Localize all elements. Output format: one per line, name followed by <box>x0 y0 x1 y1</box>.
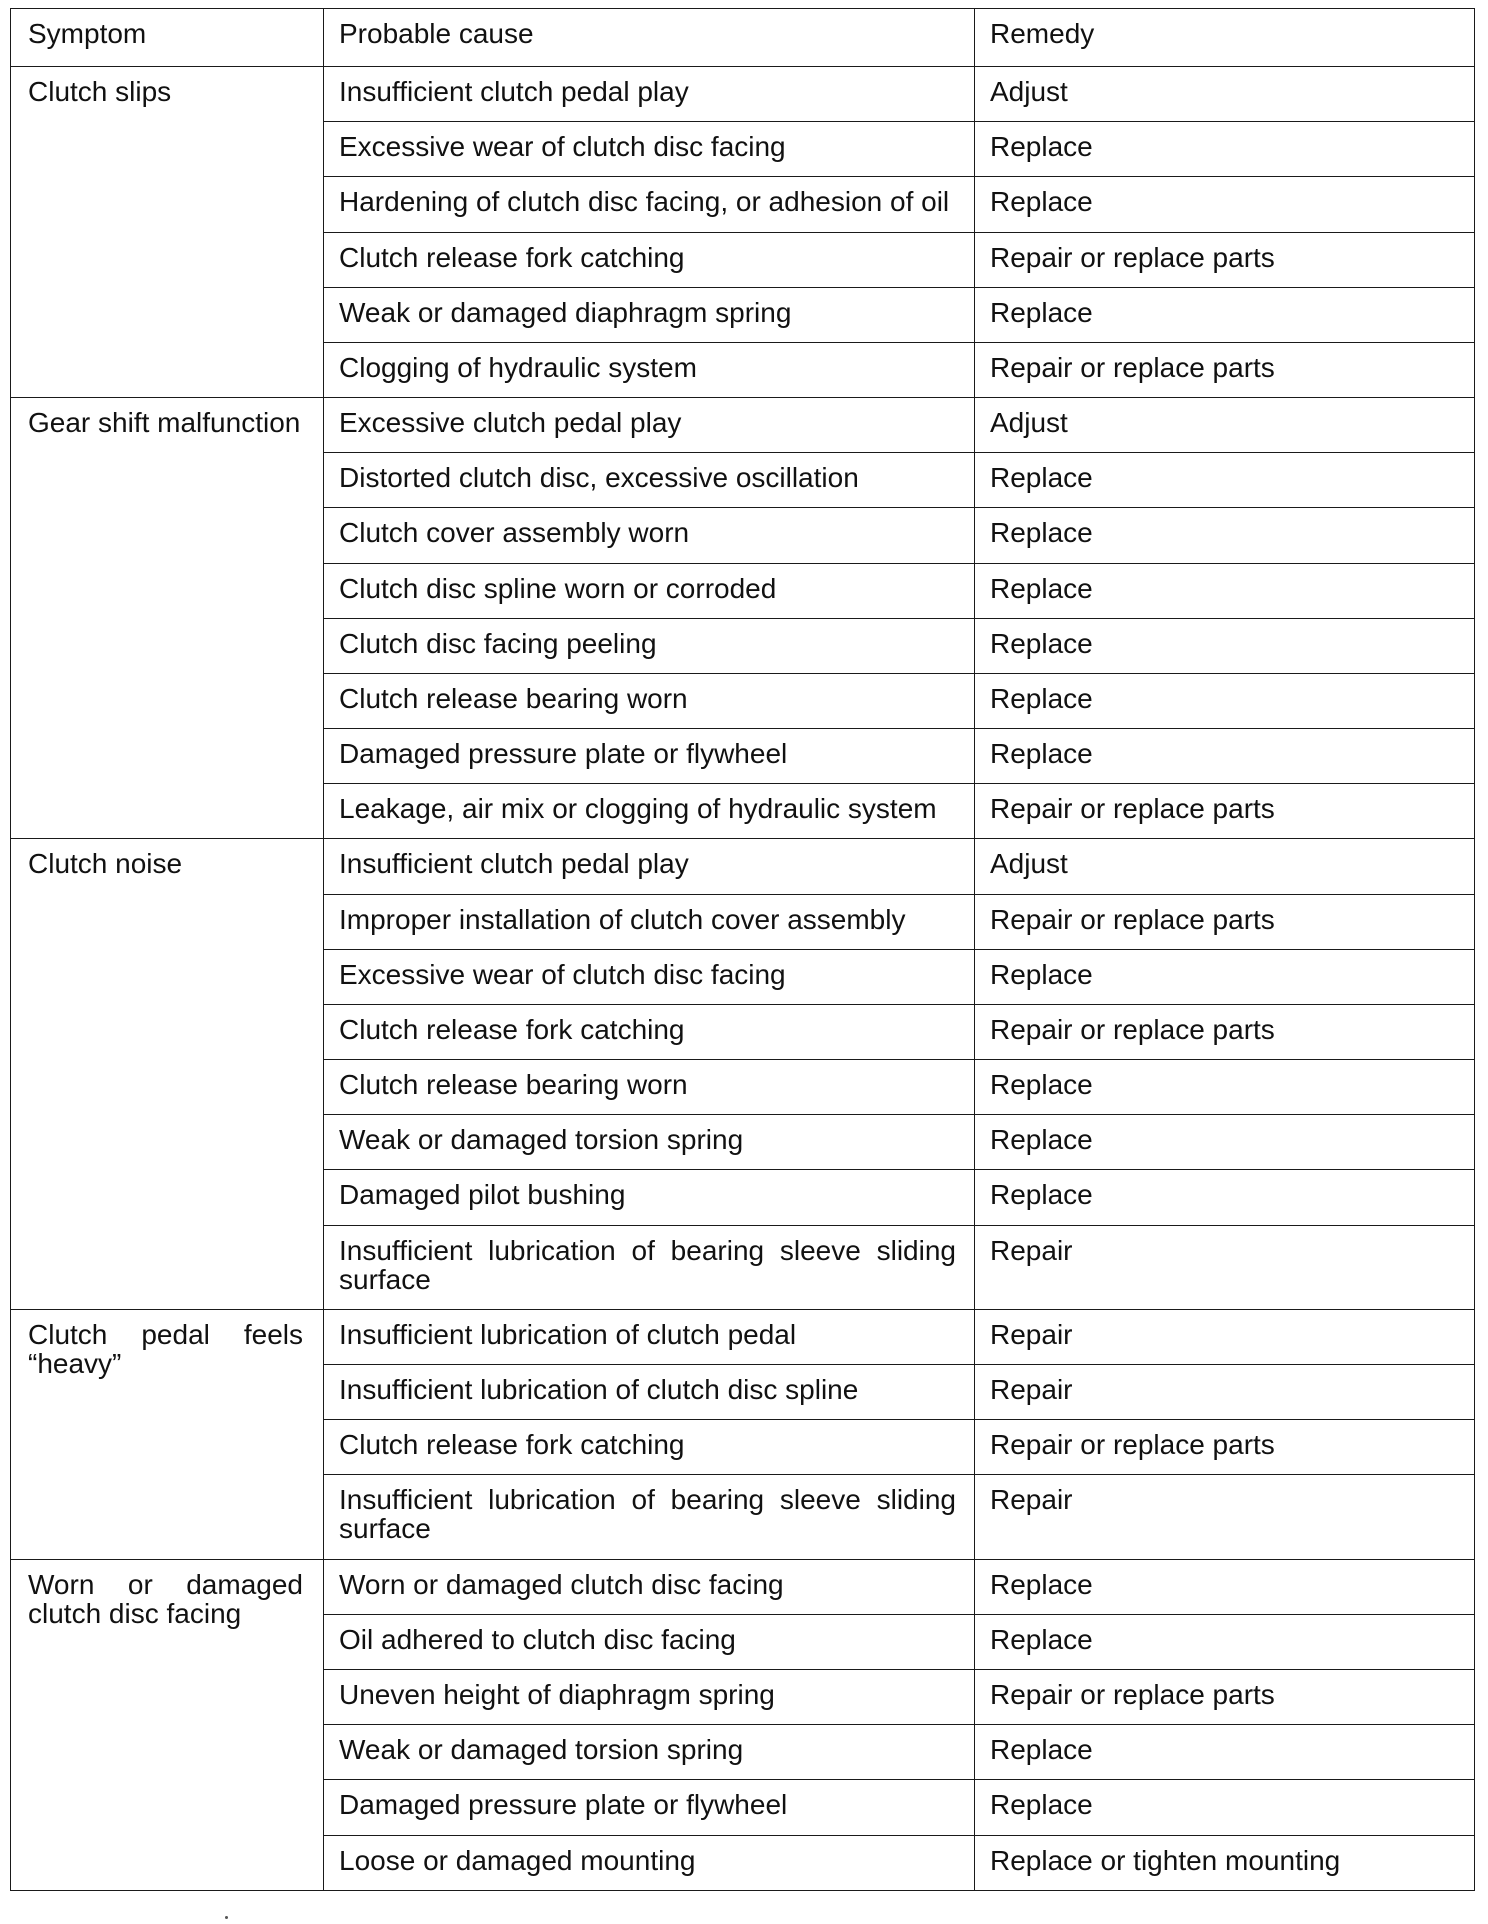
table-body <box>11 67 1475 1891</box>
probable-cause-cell: Insufficient lubrication of clutch pedal <box>324 1309 975 1364</box>
scan-speck <box>225 1916 228 1919</box>
probable-cause-cell: Worn or damaged clutch disc facing <box>324 1559 975 1614</box>
probable-cause-cell: Excessive wear of clutch disc facing <box>324 949 975 1004</box>
probable-cause-cell: Clutch disc facing peeling <box>324 618 975 673</box>
remedy-cell: Replace <box>975 618 1475 673</box>
remedy-cell: Replace <box>975 177 1475 232</box>
remedy-cell: Replace <box>975 1780 1475 1835</box>
remedy-cell: Repair <box>975 1475 1475 1559</box>
symptom-cell: Clutch slips <box>11 67 324 398</box>
remedy-cell: Replace <box>975 673 1475 728</box>
remedy-cell: Replace <box>975 1559 1475 1614</box>
probable-cause-cell: Oil adhered to clutch disc facing <box>324 1614 975 1669</box>
remedy-cell: Replace <box>975 729 1475 784</box>
remedy-cell: Replace <box>975 287 1475 342</box>
probable-cause-cell: Leakage, air mix or clogging of hydraulic system <box>324 784 975 839</box>
probable-cause-cell: Weak or damaged torsion spring <box>324 1725 975 1780</box>
remedy-cell: Adjust <box>975 67 1475 122</box>
remedy-cell: Replace <box>975 949 1475 1004</box>
remedy-cell: Repair or replace parts <box>975 894 1475 949</box>
probable-cause-cell: Clutch release bearing worn <box>324 673 975 728</box>
table-row <box>11 839 1475 894</box>
remedy-cell: Repair or replace parts <box>975 232 1475 287</box>
probable-cause-cell: Insufficient lubrication of clutch disc spline <box>324 1365 975 1420</box>
probable-cause-cell: Hardening of clutch disc facing, or adhesion of oil <box>324 177 975 232</box>
probable-cause-cell: Clutch release fork catching <box>324 1004 975 1059</box>
probable-cause-cell: Clutch release fork catching <box>324 232 975 287</box>
table-row <box>11 1559 1475 1614</box>
probable-cause-cell: Clutch release fork catching <box>324 1420 975 1475</box>
remedy-cell: Repair or replace parts <box>975 784 1475 839</box>
probable-cause-cell: Clutch disc spline worn or corroded <box>324 563 975 618</box>
probable-cause-cell: Damaged pressure plate or flywheel <box>324 729 975 784</box>
probable-cause-cell: Weak or damaged torsion spring <box>324 1115 975 1170</box>
remedy-cell: Replace or tighten mounting <box>975 1835 1475 1890</box>
probable-cause-cell: Clogging of hydraulic system <box>324 342 975 397</box>
table-row <box>11 398 1475 453</box>
symptom-cell: Gear shift malfunction <box>11 398 324 839</box>
remedy-cell: Replace <box>975 122 1475 177</box>
probable-cause-cell: Excessive clutch pedal play <box>324 398 975 453</box>
symptom-cell: Clutch pedal feels “heavy” <box>11 1309 324 1559</box>
header-remedy: Remedy <box>975 9 1475 67</box>
probable-cause-cell: Insufficient clutch pedal play <box>324 839 975 894</box>
troubleshooting-table <box>10 8 1475 1891</box>
remedy-cell: Adjust <box>975 398 1475 453</box>
remedy-cell: Repair or replace parts <box>975 342 1475 397</box>
remedy-cell: Repair or replace parts <box>975 1420 1475 1475</box>
troubleshooting-sheet <box>10 8 1474 1891</box>
header-probable-cause: Probable cause <box>324 9 975 67</box>
probable-cause-cell: Damaged pressure plate or flywheel <box>324 1780 975 1835</box>
remedy-cell: Replace <box>975 1170 1475 1225</box>
remedy-cell: Replace <box>975 1115 1475 1170</box>
remedy-cell: Repair <box>975 1365 1475 1420</box>
header-row <box>11 9 1475 67</box>
remedy-cell: Repair or replace parts <box>975 1670 1475 1725</box>
probable-cause-cell: Distorted clutch disc, excessive oscillation <box>324 453 975 508</box>
remedy-cell: Replace <box>975 563 1475 618</box>
table-row <box>11 67 1475 122</box>
probable-cause-cell: Clutch release bearing worn <box>324 1060 975 1115</box>
remedy-cell: Replace <box>975 453 1475 508</box>
remedy-cell: Repair <box>975 1309 1475 1364</box>
remedy-cell: Replace <box>975 1060 1475 1115</box>
symptom-cell: Worn or damaged clutch disc facing <box>11 1559 324 1890</box>
probable-cause-cell: Improper installation of clutch cover assembly <box>324 894 975 949</box>
remedy-cell: Replace <box>975 508 1475 563</box>
table-row <box>11 1309 1475 1364</box>
remedy-cell: Adjust <box>975 839 1475 894</box>
probable-cause-cell: Insufficient clutch pedal play <box>324 67 975 122</box>
remedy-cell: Replace <box>975 1614 1475 1669</box>
probable-cause-cell: Damaged pilot bushing <box>324 1170 975 1225</box>
probable-cause-cell: Weak or damaged diaphragm spring <box>324 287 975 342</box>
remedy-cell: Repair <box>975 1225 1475 1309</box>
symptom-cell: Clutch noise <box>11 839 324 1309</box>
header-symptom: Symptom <box>11 9 324 67</box>
probable-cause-cell: Insufficient lubrication of bearing sleeve sliding surface <box>324 1225 975 1309</box>
remedy-cell: Replace <box>975 1725 1475 1780</box>
probable-cause-cell: Clutch cover assembly worn <box>324 508 975 563</box>
probable-cause-cell: Loose or damaged mounting <box>324 1835 975 1890</box>
probable-cause-cell: Insufficient lubrication of bearing sleeve sliding surface <box>324 1475 975 1559</box>
remedy-cell: Repair or replace parts <box>975 1004 1475 1059</box>
probable-cause-cell: Uneven height of diaphragm spring <box>324 1670 975 1725</box>
probable-cause-cell: Excessive wear of clutch disc facing <box>324 122 975 177</box>
